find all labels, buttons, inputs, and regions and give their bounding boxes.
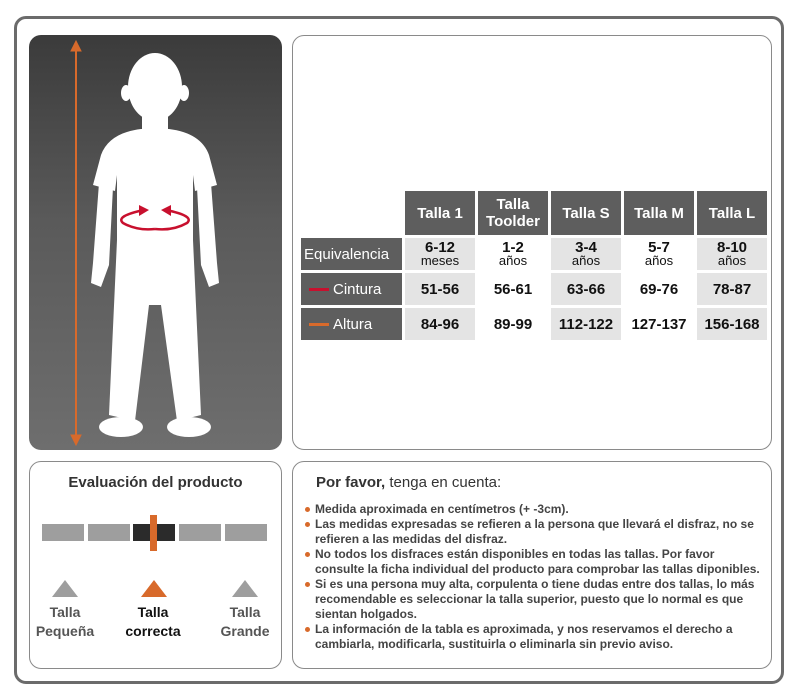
label-line1: Talla: [137, 604, 169, 620]
triangle-up-icon: [141, 580, 167, 597]
row-label-text: Altura: [333, 315, 373, 333]
label-line1: Talla: [49, 604, 81, 620]
list-item: [305, 517, 767, 547]
list-item: [305, 622, 767, 652]
row-label-cintura: [301, 273, 402, 305]
row-label-altura: [301, 308, 402, 340]
table-cell: [478, 238, 548, 270]
table-cell: 127-137: [624, 308, 694, 340]
table-row-cintura: [301, 273, 767, 305]
column-header: Talla S: [551, 191, 621, 235]
child-silhouette-icon: [29, 35, 282, 450]
size-table: [298, 188, 770, 343]
triangle-up-icon: [52, 580, 78, 597]
age-unit: años: [498, 253, 528, 268]
rating-segment: [225, 524, 267, 541]
note-text: Medida aproximada en centímetros (+ -3cm).: [315, 502, 569, 516]
table-cell: [405, 238, 475, 270]
age-value: 3-4: [575, 239, 597, 256]
table-cell: 112-122: [551, 308, 621, 340]
age-value: 6-12: [424, 239, 456, 256]
table-cell: 89-99: [478, 308, 548, 340]
bullet-icon: [305, 507, 310, 512]
label-line2: correcta: [125, 623, 181, 639]
table-corner: [301, 191, 402, 235]
label-line2: Grande: [220, 623, 270, 639]
notes-list: [305, 502, 767, 652]
rating-segment: [42, 524, 84, 541]
label-line2: Pequeña: [35, 623, 95, 639]
bullet-icon: [305, 552, 310, 557]
column-header: Talla M: [624, 191, 694, 235]
notes-title-rest: tenga en cuenta:: [385, 474, 502, 491]
table-cell: 78-87: [697, 273, 767, 305]
evaluation-title: Evaluación del producto: [68, 474, 243, 491]
list-item: [305, 502, 767, 517]
table-cell: 84-96: [405, 308, 475, 340]
rating-segment: [179, 524, 221, 541]
rating-segment: [88, 524, 130, 541]
table-row-equivalencia: [301, 238, 767, 270]
list-item: [305, 547, 767, 577]
table-cell: [624, 238, 694, 270]
note-text: Las medidas expresadas se refieren a la persona que llevará el disfraz, no se refieren a las medidas del disfraz.: [315, 517, 754, 546]
note-text: Si es una persona muy alta, corpulenta o tiene dudas entre dos tallas, lo más recomendable es seleccionar la talla superior, puesto que lo normal es que sientan holgados.: [315, 577, 755, 621]
age-unit: años: [644, 253, 674, 268]
size-correct-label: [113, 603, 193, 641]
table-cell: 63-66: [551, 273, 621, 305]
age-value: 1-2: [502, 239, 524, 256]
note-text: No todos los disfraces están disponibles en todas las tallas. Por favor consulte la ficha individual del producto para comprobar las tallas diponibles.: [315, 547, 760, 576]
age-value: 8-10: [716, 239, 748, 256]
column-header: Talla 1: [405, 191, 475, 235]
row-label-text: Cintura: [333, 280, 382, 298]
list-item: [305, 577, 767, 622]
height-line-icon: [309, 323, 329, 326]
column-header: Talla L: [697, 191, 767, 235]
note-text: La información de la tabla es aproximada, y nos reservamos el derecho a cambiarla, modificarla, sustituirla o eliminarla sin previo aviso.: [315, 622, 733, 651]
table-row-altura: [301, 308, 767, 340]
rating-marker: [150, 515, 157, 551]
bullet-icon: [305, 627, 310, 632]
age-unit: años: [717, 253, 747, 268]
triangle-up-icon: [232, 580, 258, 597]
table-cell: [697, 238, 767, 270]
notes-title: [316, 474, 501, 491]
age-value: 5-7: [648, 239, 670, 256]
size-large-label: [205, 603, 285, 641]
column-header: Talla Toolder: [478, 191, 548, 235]
notes-title-bold: Por favor,: [316, 474, 386, 491]
label-line1: Talla: [229, 604, 261, 620]
age-unit: años: [571, 253, 601, 268]
bullet-icon: [305, 582, 310, 587]
table-cell: 56-61: [478, 273, 548, 305]
row-label: Equivalencia: [301, 238, 402, 270]
table-cell: 69-76: [624, 273, 694, 305]
table-cell: [551, 238, 621, 270]
waist-line-icon: [309, 288, 329, 291]
age-unit: meses: [420, 253, 460, 268]
table-cell: 156-168: [697, 308, 767, 340]
table-cell: 51-56: [405, 273, 475, 305]
bullet-icon: [305, 522, 310, 527]
table-header-row: [301, 191, 767, 235]
size-small-label: [25, 603, 105, 641]
child-silhouette-panel: [29, 35, 282, 450]
